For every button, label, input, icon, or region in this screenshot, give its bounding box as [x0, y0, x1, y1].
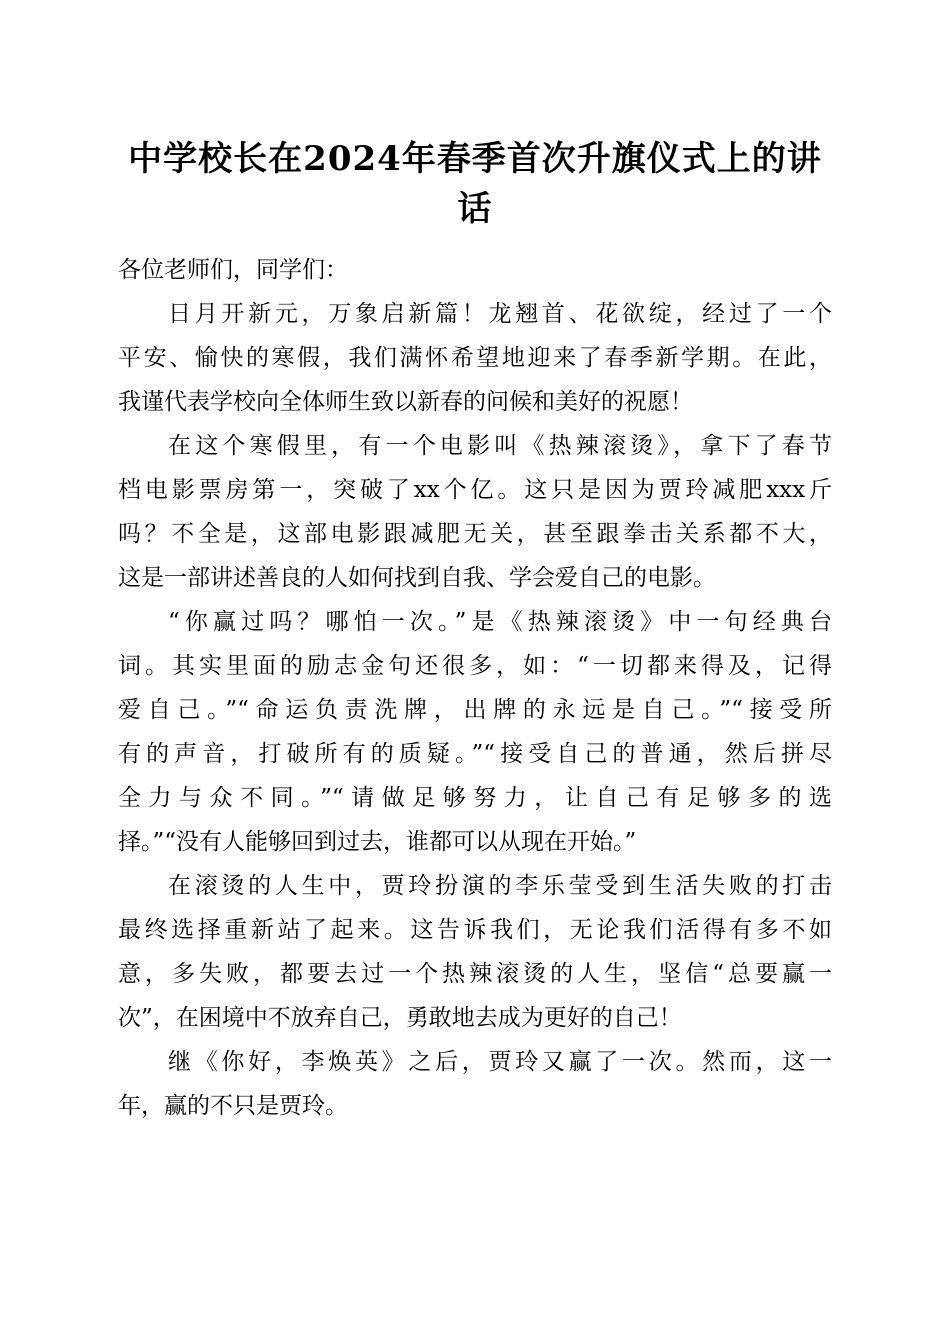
paragraph-line: 全力与众不同。”“请做足够努力，让自己有足够多的选 — [118, 785, 832, 811]
paragraph-line: 吗？不全是，这部电影跟减肥无关，甚至跟拳击关系都不大， — [118, 521, 832, 547]
paragraph-line: 词。其实里面的励志金句还很多，如：“一切都来得及，记得 — [118, 653, 832, 679]
document-body — [118, 248, 832, 1128]
paragraph-line: 年，赢的不只是贾玲。 — [118, 1093, 348, 1119]
paragraph-line: 爱自己。”“命运负责洗牌，出牌的永远是自己。”“接受所 — [118, 697, 832, 723]
salutation: 各位老师们，同学们： — [118, 257, 348, 283]
paragraph-line: “你赢过吗？哪怕一次。”是《热辣滚烫》中一句经典台 — [168, 609, 832, 635]
paragraph-line: 平安、愉快的寒假，我们满怀希望地迎来了春季新学期。在此， — [118, 345, 832, 371]
paragraph-line: 择。”“没有人能够回到过去，谁都可以从现在开始。” — [118, 829, 637, 855]
document-title — [118, 134, 832, 234]
paragraph-line: 在滚烫的人生中，贾玲扮演的李乐莹受到生活失败的打击 — [168, 873, 832, 899]
paragraph-1 — [118, 292, 832, 424]
paragraph-line: 这是一部讲述善良的人如何找到自我、学会爱自己的电影。 — [118, 565, 716, 591]
paragraph-line: 日月开新元，万象启新篇！龙翘首、花欲绽，经过了一个 — [168, 301, 832, 327]
paragraph-line: 意，多失败，都要去过一个热辣滚烫的人生，坚信“总要赢一 — [118, 961, 832, 987]
paragraph-2 — [118, 424, 832, 600]
paragraph-line: 在这个寒假里，有一个电影叫《热辣滚烫》，拿下了春节 — [168, 433, 832, 459]
paragraph-line: 档电影票房第一，突破了xx个亿。这只是因为贾玲减肥xxx斤 — [118, 477, 832, 503]
paragraph-4 — [118, 864, 832, 1040]
paragraph-line: 有的声音，打破所有的质疑。”“接受自己的普通，然后拼尽 — [118, 741, 832, 767]
paragraph-line: 最终选择重新站了起来。这告诉我们，无论我们活得有多不如 — [118, 917, 832, 943]
paragraph-line: 继《你好，李焕英》之后，贾玲又赢了一次。然而，这一 — [168, 1049, 832, 1075]
title-line-2: 话 — [457, 189, 493, 229]
title-line-1: 中学校长在2024年春季首次升旗仪式上的讲 — [128, 139, 822, 179]
paragraph-5 — [118, 1040, 832, 1128]
paragraph-line: 次”，在困境中不放弃自己，勇敢地去成为更好的自己！ — [118, 1005, 682, 1031]
paragraph-3 — [118, 600, 832, 864]
paragraph-line: 我谨代表学校向全体师生致以新春的问候和美好的祝愿！ — [118, 389, 693, 415]
